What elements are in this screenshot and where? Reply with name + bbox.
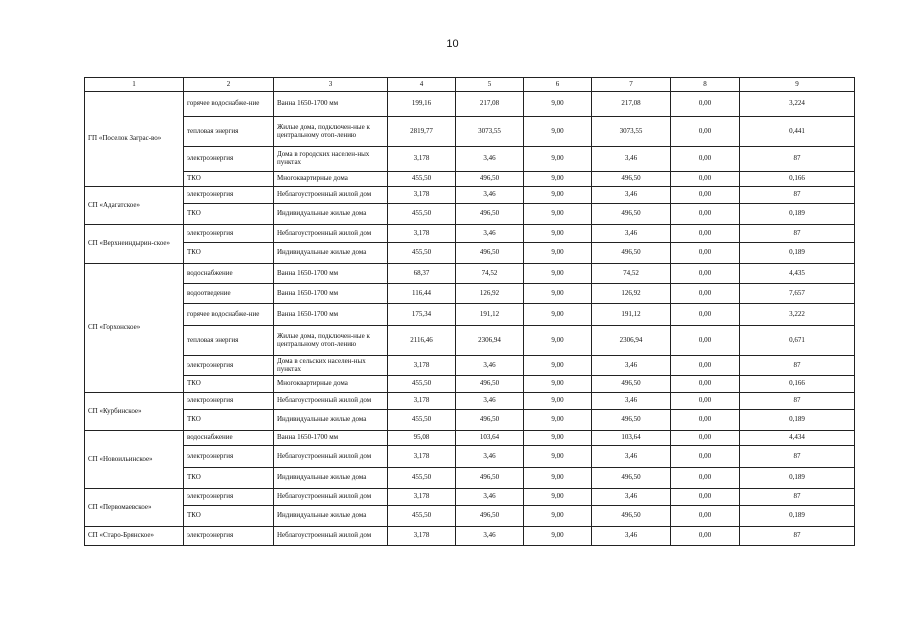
- value-col4: 175,34: [388, 304, 456, 326]
- value-col9: 87: [740, 446, 855, 468]
- table-row: [85, 356, 855, 376]
- resource-cell: тепловая энергия: [184, 117, 274, 147]
- value-col8: 0,00: [671, 264, 740, 284]
- value-col8: 0,00: [671, 117, 740, 147]
- value-col8: 0,00: [671, 284, 740, 304]
- value-col9: 3,224: [740, 92, 855, 117]
- resource-cell: электроэнергия: [184, 147, 274, 172]
- value-col4: 2819,77: [388, 117, 456, 147]
- resource-cell: электроэнергия: [184, 527, 274, 546]
- value-col4: 95,08: [388, 431, 456, 446]
- value-col7: 496,50: [592, 468, 671, 489]
- value-col6: 9,00: [524, 92, 592, 117]
- column-header: 5: [456, 78, 524, 92]
- value-col9: 0,189: [740, 410, 855, 431]
- value-col9: 4,435: [740, 264, 855, 284]
- value-col9: 87: [740, 356, 855, 376]
- resource-cell: ТКО: [184, 410, 274, 431]
- value-col4: 3,178: [388, 225, 456, 243]
- object-cell: Многоквартирные дома: [274, 172, 388, 187]
- value-col9: 0,166: [740, 172, 855, 187]
- value-col4: 455,50: [388, 204, 456, 225]
- value-col7: 2306,94: [592, 326, 671, 356]
- settlement-name: СП «Верхнеиндырин-ское»: [85, 225, 184, 264]
- value-col8: 0,00: [671, 468, 740, 489]
- value-col7: 496,50: [592, 243, 671, 264]
- value-col5: 496,50: [456, 243, 524, 264]
- value-col8: 0,00: [671, 92, 740, 117]
- object-cell: Неблагоустроенный жилой дом: [274, 393, 388, 410]
- value-col9: 0,189: [740, 468, 855, 489]
- value-col6: 9,00: [524, 172, 592, 187]
- page-number: 10: [446, 38, 459, 50]
- value-col7: 217,08: [592, 92, 671, 117]
- resource-cell: ТКО: [184, 204, 274, 225]
- value-col5: 3,46: [456, 393, 524, 410]
- value-col5: 3,46: [456, 147, 524, 172]
- value-col7: 496,50: [592, 506, 671, 527]
- value-col5: 3073,55: [456, 117, 524, 147]
- table-row: [85, 446, 855, 468]
- resource-cell: горячее водоснабже-ние: [184, 92, 274, 117]
- value-col7: 496,50: [592, 204, 671, 225]
- value-col9: 87: [740, 489, 855, 506]
- value-col4: 455,50: [388, 410, 456, 431]
- value-col5: 496,50: [456, 204, 524, 225]
- value-col7: 3,46: [592, 356, 671, 376]
- value-col5: 496,50: [456, 506, 524, 527]
- table-row: [85, 376, 855, 393]
- table-row: [85, 489, 855, 506]
- resource-cell: тепловая энергия: [184, 326, 274, 356]
- table-row: [85, 147, 855, 172]
- object-cell: Неблагоустроенный жилой дом: [274, 446, 388, 468]
- resource-cell: водоснабжение: [184, 431, 274, 446]
- value-col4: 3,178: [388, 527, 456, 546]
- table-row: [85, 243, 855, 264]
- value-col6: 9,00: [524, 410, 592, 431]
- value-col9: 0,166: [740, 376, 855, 393]
- value-col7: 191,12: [592, 304, 671, 326]
- value-col6: 9,00: [524, 356, 592, 376]
- value-col5: 2306,94: [456, 326, 524, 356]
- value-col5: 103,64: [456, 431, 524, 446]
- value-col7: 126,92: [592, 284, 671, 304]
- value-col8: 0,00: [671, 446, 740, 468]
- value-col8: 0,00: [671, 527, 740, 546]
- value-col6: 9,00: [524, 468, 592, 489]
- tariff-table: [84, 77, 855, 546]
- table-row: [85, 187, 855, 204]
- value-col6: 9,00: [524, 147, 592, 172]
- resource-cell: ТКО: [184, 376, 274, 393]
- resource-cell: электроэнергия: [184, 356, 274, 376]
- value-col8: 0,00: [671, 376, 740, 393]
- value-col7: 103,64: [592, 431, 671, 446]
- value-col5: 126,92: [456, 284, 524, 304]
- object-cell: Неблагоустроенный жилой дом: [274, 225, 388, 243]
- value-col5: 496,50: [456, 172, 524, 187]
- value-col8: 0,00: [671, 326, 740, 356]
- value-col7: 496,50: [592, 172, 671, 187]
- value-col9: 87: [740, 147, 855, 172]
- value-col4: 455,50: [388, 468, 456, 489]
- value-col7: 3,46: [592, 489, 671, 506]
- column-header: 6: [524, 78, 592, 92]
- settlement-name: СП «Первомаевское»: [85, 489, 184, 527]
- value-col6: 9,00: [524, 506, 592, 527]
- value-col4: 3,178: [388, 489, 456, 506]
- value-col8: 0,00: [671, 506, 740, 527]
- object-cell: Дома в городских населен-ных пунктах: [274, 147, 388, 172]
- settlement-name: СП «Горхонское»: [85, 264, 184, 393]
- column-header: 4: [388, 78, 456, 92]
- value-col7: 3,46: [592, 147, 671, 172]
- value-col4: 116,44: [388, 284, 456, 304]
- resource-cell: горячее водоснабже-ние: [184, 304, 274, 326]
- value-col7: 496,50: [592, 376, 671, 393]
- object-cell: Ванна 1650-1700 мм: [274, 284, 388, 304]
- value-col6: 9,00: [524, 446, 592, 468]
- value-col8: 0,00: [671, 204, 740, 225]
- resource-cell: электроэнергия: [184, 225, 274, 243]
- value-col4: 455,50: [388, 172, 456, 187]
- resource-cell: водоотведение: [184, 284, 274, 304]
- value-col9: 7,657: [740, 284, 855, 304]
- column-header: 9: [740, 78, 855, 92]
- value-col5: 3,46: [456, 489, 524, 506]
- object-cell: Индивидуальные жилые дома: [274, 204, 388, 225]
- value-col6: 9,00: [524, 304, 592, 326]
- value-col4: 3,178: [388, 446, 456, 468]
- value-col9: 0,189: [740, 506, 855, 527]
- value-col4: 2116,46: [388, 326, 456, 356]
- value-col7: 74,52: [592, 264, 671, 284]
- object-cell: Жилые дома, подключен-ные к центральному отоп-лению: [274, 326, 388, 356]
- value-col5: 3,46: [456, 356, 524, 376]
- object-cell: Индивидуальные жилые дома: [274, 243, 388, 264]
- value-col5: 496,50: [456, 468, 524, 489]
- value-col5: 3,46: [456, 225, 524, 243]
- value-col9: 87: [740, 393, 855, 410]
- value-col7: 3073,55: [592, 117, 671, 147]
- value-col8: 0,00: [671, 431, 740, 446]
- value-col9: 87: [740, 187, 855, 204]
- value-col8: 0,00: [671, 172, 740, 187]
- settlement-name: ГП «Поселок Заграс-во»: [85, 92, 184, 187]
- value-col5: 3,46: [456, 446, 524, 468]
- value-col6: 9,00: [524, 431, 592, 446]
- object-cell: Дома в сельских населен-ных пунктах: [274, 356, 388, 376]
- settlement-name: СП «Курбинское»: [85, 393, 184, 431]
- value-col4: 68,37: [388, 264, 456, 284]
- value-col8: 0,00: [671, 393, 740, 410]
- resource-cell: ТКО: [184, 172, 274, 187]
- value-col4: 455,50: [388, 376, 456, 393]
- resource-cell: электроэнергия: [184, 187, 274, 204]
- table-row: [85, 393, 855, 410]
- column-header: 8: [671, 78, 740, 92]
- value-col4: 455,50: [388, 506, 456, 527]
- table-row: [85, 468, 855, 489]
- object-cell: Ванна 1650-1700 мм: [274, 92, 388, 117]
- value-col5: 496,50: [456, 376, 524, 393]
- table-row: [85, 527, 855, 546]
- object-cell: Индивидуальные жилые дома: [274, 506, 388, 527]
- object-cell: Неблагоустроенный жилой дом: [274, 187, 388, 204]
- value-col8: 0,00: [671, 225, 740, 243]
- value-col8: 0,00: [671, 187, 740, 204]
- resource-cell: электроэнергия: [184, 393, 274, 410]
- value-col9: 0,671: [740, 326, 855, 356]
- object-cell: Индивидуальные жилые дома: [274, 468, 388, 489]
- value-col5: 217,08: [456, 92, 524, 117]
- value-col7: 3,46: [592, 393, 671, 410]
- table-row: [85, 326, 855, 356]
- table-row: [85, 264, 855, 284]
- value-col6: 9,00: [524, 284, 592, 304]
- value-col4: 3,178: [388, 356, 456, 376]
- value-col6: 9,00: [524, 527, 592, 546]
- value-col6: 9,00: [524, 187, 592, 204]
- value-col9: 0,441: [740, 117, 855, 147]
- value-col9: 87: [740, 527, 855, 546]
- table-row: [85, 117, 855, 147]
- value-col5: 3,46: [456, 187, 524, 204]
- value-col8: 0,00: [671, 410, 740, 431]
- value-col7: 3,46: [592, 527, 671, 546]
- value-col9: 3,222: [740, 304, 855, 326]
- value-col9: 87: [740, 225, 855, 243]
- value-col4: 455,50: [388, 243, 456, 264]
- value-col4: 3,178: [388, 147, 456, 172]
- value-col9: 0,189: [740, 204, 855, 225]
- column-header: 1: [85, 78, 184, 92]
- table-row: [85, 225, 855, 243]
- value-col5: 3,46: [456, 527, 524, 546]
- column-header: 3: [274, 78, 388, 92]
- value-col7: 3,46: [592, 225, 671, 243]
- value-col8: 0,00: [671, 243, 740, 264]
- resource-cell: ТКО: [184, 243, 274, 264]
- resource-cell: ТКО: [184, 468, 274, 489]
- object-cell: Многоквартирные дома: [274, 376, 388, 393]
- value-col9: 4,434: [740, 431, 855, 446]
- value-col5: 496,50: [456, 410, 524, 431]
- settlement-name: СП «Адагатское»: [85, 187, 184, 225]
- resource-cell: электроэнергия: [184, 446, 274, 468]
- column-header: 2: [184, 78, 274, 92]
- value-col6: 9,00: [524, 117, 592, 147]
- column-header: 7: [592, 78, 671, 92]
- resource-cell: ТКО: [184, 506, 274, 527]
- value-col6: 9,00: [524, 393, 592, 410]
- table-row: [85, 204, 855, 225]
- value-col9: 0,189: [740, 243, 855, 264]
- value-col8: 0,00: [671, 356, 740, 376]
- table-row: [85, 304, 855, 326]
- value-col8: 0,00: [671, 147, 740, 172]
- resource-cell: водоснабжение: [184, 264, 274, 284]
- resource-cell: электроэнергия: [184, 489, 274, 506]
- table-row: [85, 431, 855, 446]
- table-row: [85, 172, 855, 187]
- table-row: [85, 92, 855, 117]
- value-col5: 74,52: [456, 264, 524, 284]
- value-col7: 3,46: [592, 187, 671, 204]
- table-row: [85, 284, 855, 304]
- value-col6: 9,00: [524, 243, 592, 264]
- settlement-name: СП «Старо-Брянское»: [85, 527, 184, 546]
- value-col4: 3,178: [388, 393, 456, 410]
- object-cell: Ванна 1650-1700 мм: [274, 304, 388, 326]
- value-col8: 0,00: [671, 489, 740, 506]
- object-cell: Жилые дома, подключен-ные к центральному отоп-лению: [274, 117, 388, 147]
- table-row: [85, 410, 855, 431]
- value-col5: 191,12: [456, 304, 524, 326]
- value-col6: 9,00: [524, 225, 592, 243]
- value-col7: 3,46: [592, 446, 671, 468]
- value-col6: 9,00: [524, 489, 592, 506]
- value-col6: 9,00: [524, 204, 592, 225]
- value-col8: 0,00: [671, 304, 740, 326]
- value-col6: 9,00: [524, 326, 592, 356]
- value-col4: 3,178: [388, 187, 456, 204]
- table-row: [85, 506, 855, 527]
- object-cell: Неблагоустроенный жилой дом: [274, 489, 388, 506]
- object-cell: Ванна 1650-1700 мм: [274, 431, 388, 446]
- header-row: [85, 78, 855, 92]
- value-col4: 199,16: [388, 92, 456, 117]
- object-cell: Неблагоустроенный жилой дом: [274, 527, 388, 546]
- value-col6: 9,00: [524, 376, 592, 393]
- settlement-name: СП «Новоильинское»: [85, 431, 184, 489]
- object-cell: Индивидуальные жилые дома: [274, 410, 388, 431]
- object-cell: Ванна 1650-1700 мм: [274, 264, 388, 284]
- value-col7: 496,50: [592, 410, 671, 431]
- value-col6: 9,00: [524, 264, 592, 284]
